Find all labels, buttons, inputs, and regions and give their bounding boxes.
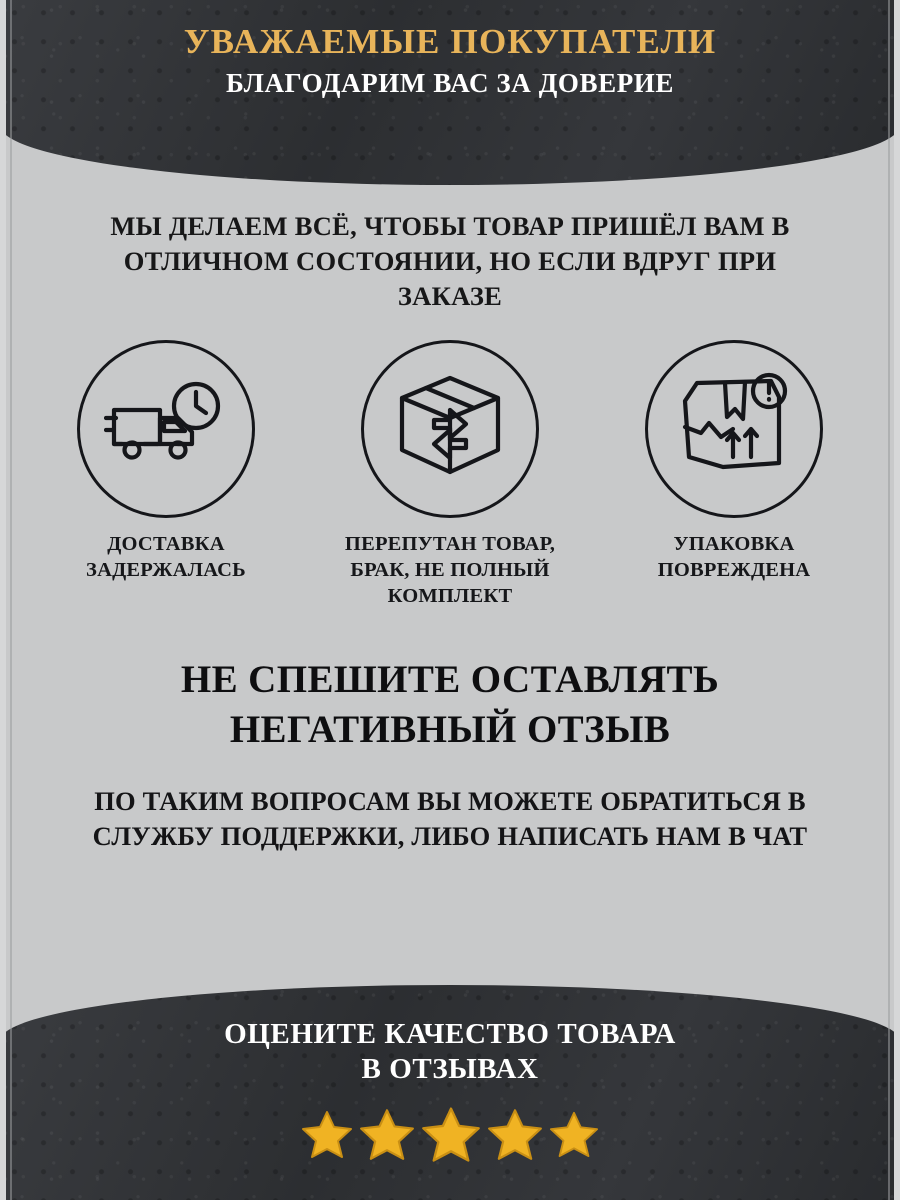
reason-icon-circle bbox=[77, 340, 255, 518]
star-icon[interactable] bbox=[301, 1109, 353, 1164]
callout-text: НЕ СПЕШИТЕ ОСТАВЛЯТЬ НЕГАТИВНЫЙ ОТЗЫВ bbox=[180, 658, 720, 751]
header bbox=[0, 0, 900, 100]
rating-stars[interactable] bbox=[301, 1105, 599, 1168]
footer bbox=[0, 985, 900, 1200]
damaged-package-icon bbox=[675, 371, 793, 486]
reason-icon-circle bbox=[361, 340, 539, 518]
box-return-arrow-icon bbox=[390, 370, 510, 487]
reason-label: УПАКОВКА ПОВРЕЖДЕНА bbox=[657, 532, 811, 581]
star-icon[interactable] bbox=[421, 1105, 481, 1168]
header-title: УВАЖАЕМЫЕ ПОКУПАТЕЛИ bbox=[183, 22, 717, 61]
intro-text: МЫ ДЕЛАЕМ ВСЁ, ЧТОБЫ ТОВАР ПРИШЁЛ ВАМ В ОТЛИЧНОМ СОСТОЯНИИ, НО ЕСЛИ ВДРУГ ПРИ ЗАКАЗЕ bbox=[110, 211, 790, 311]
reason-icon-circle bbox=[645, 340, 823, 518]
reasons-row bbox=[0, 340, 900, 609]
main-content bbox=[0, 185, 900, 985]
header-subtitle: БЛАГОДАРИМ ВАС ЗА ДОВЕРИЕ bbox=[225, 68, 675, 99]
star-icon[interactable] bbox=[359, 1107, 415, 1166]
delivery-truck-clock-icon bbox=[104, 374, 228, 483]
footer-line-2: В ОТЗЫВАХ bbox=[361, 1052, 539, 1085]
reason-delivery-delayed bbox=[46, 340, 286, 584]
support-text: ПО ТАКИМ ВОПРОСАМ ВЫ МОЖЕТЕ ОБРАТИТЬСЯ В СЛУЖБУ ПОДДЕРЖКИ, ЛИБО НАПИСАТЬ НАМ В ЧАТ bbox=[92, 785, 808, 851]
star-icon[interactable] bbox=[487, 1107, 543, 1166]
reason-damaged-package bbox=[614, 340, 854, 584]
reason-label: ПЕРЕПУТАН ТОВАР, БРАК, НЕ ПОЛНЫЙ КОМПЛЕКТ bbox=[344, 532, 556, 607]
footer-line-1: ОЦЕНИТЕ КАЧЕСТВО ТОВАРА bbox=[224, 1018, 676, 1050]
reason-label: ДОСТАВКА ЗАДЕРЖАЛАСЬ bbox=[86, 532, 246, 581]
reason-wrong-item bbox=[330, 340, 570, 609]
star-icon[interactable] bbox=[549, 1110, 599, 1163]
